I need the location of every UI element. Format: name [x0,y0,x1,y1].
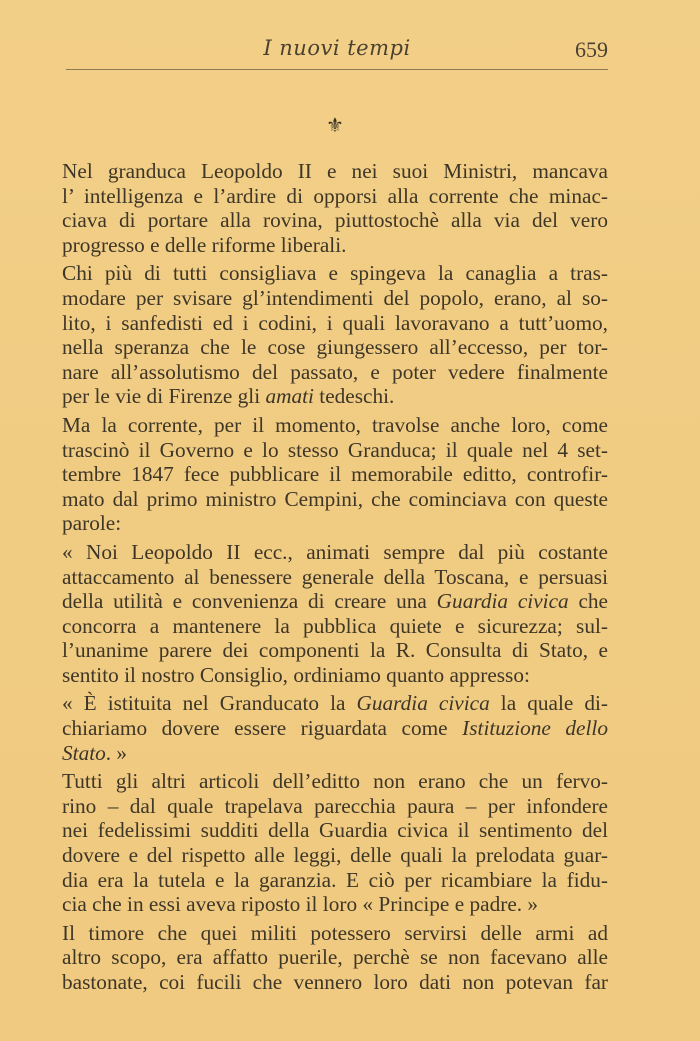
text-line: nare all’assolutismo del passato, e poter vedere finalmente [62,359,608,384]
text-line: modare per svisare gl’intendimenti del popolo, erano, al so- [62,285,608,310]
text-line: l’unanime parere dei componenti la R. Consulta di Stato, e [62,638,608,663]
italic-text: Guardia civica [436,589,569,614]
text-line: ciava di portare alla rovina, piuttostochè alla via del vero [62,208,608,233]
text-line: nella speranza che le cose giungessero all’eccesso, per tor- [62,335,608,360]
fleuron-icon: ⚜ [326,113,344,137]
text-line [62,384,608,409]
text-line: attaccamento al benessere generale della Toscana, e persuasi [62,564,608,589]
paragraph-7 [62,921,608,995]
paragraph-5 [62,691,608,765]
paragraph-3 [62,413,608,536]
text-segment: per le vie di Firenze gli [62,384,261,409]
italic-text: Guardia civica [356,691,490,716]
text-segment: la quale di- [500,691,608,716]
text-line: parole: [62,511,122,536]
paragraph-6 [62,769,608,917]
running-title: I nuovi tempi [263,36,411,60]
text-line: sentito il nostro Consiglio, ordiniamo quanto appresso: [62,662,530,687]
italic-text: Istituzione dello [462,716,608,741]
text-line: concorra a mantenere la pubblica quiete e sicurezza; sul- [62,613,608,638]
header-rule [66,69,608,70]
text-line [62,691,608,716]
text-segment: chiariamo dovere essere riguardata come [62,716,448,741]
text-segment: che [578,589,608,614]
body-text [62,159,608,1009]
text-line: l’ intelligenza e l’ardire di opporsi alla corrente che minac- [62,183,608,208]
text-segment: della utilità e convenienza di creare una [62,589,427,614]
text-line: lito, i sanfedisti ed i codini, i quali lavoravano a tutt’uomo, [62,310,608,335]
text-segment: . » [105,740,128,765]
paragraph-1 [62,159,608,257]
text-line: Ma la corrente, per il momento, travolse anche loro, come [62,412,608,437]
text-line: cia che in essi aveva riposto il loro « Principe e padre. » [62,892,539,917]
page-number: 659 [575,37,608,62]
text-line: bastonate, coi fucili che vennero loro dati non potevan far [62,970,608,994]
italic-text: amati [265,384,314,409]
text-segment: « È istituita nel Granducato la [62,691,346,716]
text-line: altro scopo, era affatto puerile, perchè se non facevano alle [62,945,608,970]
text-line: Nel granduca Leopoldo II e nei suoi Ministri, mancava [62,159,608,183]
text-line: Chi più di tutti consigliava e spingeva la canaglia a tras- [62,261,608,286]
text-line: tembre 1847 fece pubblicare il memorabile editto, controfir- [62,462,608,487]
running-head [66,36,608,70]
text-line [62,741,608,766]
text-line: « Noi Leopoldo II ecc., animati sempre dal più costante [62,539,608,564]
text-line [62,716,608,741]
text-line: Tutti gli altri articoli dell’editto non erano che un fervo- [62,769,608,794]
text-line: dia era la tutela e la garanzia. E ciò per ricambiare la fidu- [62,867,608,892]
text-line [62,589,608,614]
text-line: mato dal primo ministro Cempini, che cominciava con queste [62,486,608,511]
text-line: Il timore che quei militi potessero servirsi delle armi ad [62,920,608,945]
text-segment: tedeschi. [319,384,395,409]
text-line: nei fedelissimi sudditi della Guardia civica il sentimento del [62,818,608,843]
text-line: progresso e delle riforme liberali. [62,232,347,257]
paragraph-4 [62,540,608,688]
paragraph-2 [62,261,608,409]
italic-text: Stato [62,740,106,765]
text-line: dovere e del rispetto alle leggi, delle quali la prelodata guar- [62,843,608,868]
text-line: rino – dal quale trapelava parecchia paura – per infondere [62,793,608,818]
text-line: trascinò il Governo e lo stesso Granduca; il quale nel 4 set- [62,437,608,462]
